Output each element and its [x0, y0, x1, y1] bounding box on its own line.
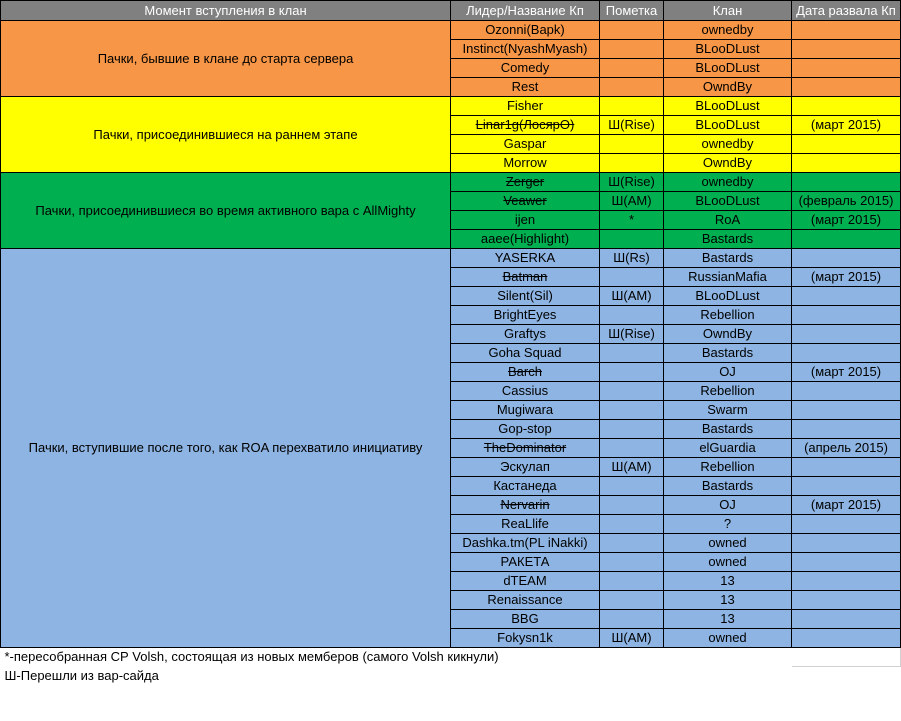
- clan-cell: Rebellion: [664, 458, 792, 477]
- header-join-moment: Момент вступления в клан: [1, 1, 451, 21]
- cp-cell: Instinct(NyashMyash): [451, 40, 600, 59]
- cp-cell: Goha Squad: [451, 344, 600, 363]
- header-cp-leader: Лидер/Название Кп: [451, 1, 600, 21]
- header-row: [1, 1, 901, 21]
- mark-cell: [600, 154, 664, 173]
- date-cell: [792, 249, 901, 268]
- mark-cell: [600, 515, 664, 534]
- date-cell: [792, 629, 901, 648]
- clan-cell: OwndBy: [664, 325, 792, 344]
- cp-cell: Cassius: [451, 382, 600, 401]
- date-cell: [792, 78, 901, 97]
- date-cell: (март 2015): [792, 268, 901, 287]
- footnote-row: [1, 648, 901, 667]
- mark-cell: [600, 40, 664, 59]
- cp-cell: Rest: [451, 78, 600, 97]
- mark-cell: [600, 382, 664, 401]
- clan-cell: BLooDLust: [664, 59, 792, 78]
- date-cell: [792, 610, 901, 629]
- date-cell: [792, 154, 901, 173]
- cp-cell: Эскулап: [451, 458, 600, 477]
- cp-cell: Gop-stop: [451, 420, 600, 439]
- table-body: [1, 21, 901, 648]
- mark-cell: [600, 230, 664, 249]
- cp-cell: Mugiwara: [451, 401, 600, 420]
- cp-cell: ijen: [451, 211, 600, 230]
- header-breakup-date: Дата развала Кп: [792, 1, 901, 21]
- footnote-asterisk: *-пересобранная СР Volsh, состоящая из новых мемберов (самого Volsh кикнули): [1, 648, 792, 667]
- mark-cell: [600, 59, 664, 78]
- cp-cell: Linar1g(ЛосярО): [451, 116, 600, 135]
- group-label: Пачки, вступившие после того, как ROA перехватило инициативу: [1, 249, 451, 648]
- mark-cell: [600, 344, 664, 363]
- mark-cell: [600, 477, 664, 496]
- clan-cell: Rebellion: [664, 382, 792, 401]
- cp-cell: BrightEyes: [451, 306, 600, 325]
- header-clan: Клан: [664, 1, 792, 21]
- cp-cell: Batman: [451, 268, 600, 287]
- clan-cell: RussianMafia: [664, 268, 792, 287]
- date-cell: [792, 287, 901, 306]
- date-cell: [792, 534, 901, 553]
- clan-cell: 13: [664, 610, 792, 629]
- date-cell: [792, 306, 901, 325]
- mark-cell: [600, 439, 664, 458]
- clan-cell: OwndBy: [664, 154, 792, 173]
- cp-cell: YASERKA: [451, 249, 600, 268]
- date-cell: [792, 173, 901, 192]
- cp-cell: Fokysn1k: [451, 629, 600, 648]
- clan-cell: Swarm: [664, 401, 792, 420]
- date-cell: [792, 420, 901, 439]
- group-label: Пачки, присоединившиеся на раннем этапе: [1, 97, 451, 173]
- cp-cell: Fisher: [451, 97, 600, 116]
- mark-cell: Ш(Rs): [600, 249, 664, 268]
- date-cell: [792, 325, 901, 344]
- date-cell: [792, 344, 901, 363]
- clan-cell: Bastards: [664, 249, 792, 268]
- cp-cell: Dashka.tm(PL iNakki): [451, 534, 600, 553]
- date-cell: [792, 40, 901, 59]
- cp-cell: Ozonni(Bapk): [451, 21, 600, 40]
- cp-cell: Silent(Sil): [451, 287, 600, 306]
- clan-cell: ownedby: [664, 135, 792, 154]
- empty-cell: [792, 648, 901, 667]
- clan-cell: 13: [664, 572, 792, 591]
- cp-cell: Zerger: [451, 173, 600, 192]
- clan-cell: OwndBy: [664, 78, 792, 97]
- date-cell: [792, 515, 901, 534]
- mark-cell: [600, 553, 664, 572]
- mark-cell: [600, 610, 664, 629]
- cp-cell: TheDominator: [451, 439, 600, 458]
- mark-cell: [600, 21, 664, 40]
- date-cell: [792, 572, 901, 591]
- clan-cell: ownedby: [664, 173, 792, 192]
- date-cell: (март 2015): [792, 363, 901, 382]
- cp-cell: dTEAM: [451, 572, 600, 591]
- group-label: Пачки, бывшие в клане до старта сервера: [1, 21, 451, 97]
- cp-cell: Gaspar: [451, 135, 600, 154]
- cp-cell: Renaissance: [451, 591, 600, 610]
- footnote-row: [1, 667, 901, 686]
- cp-cell: РАКЕТА: [451, 553, 600, 572]
- clan-cell: owned: [664, 629, 792, 648]
- date-cell: [792, 458, 901, 477]
- clan-cell: BLooDLust: [664, 116, 792, 135]
- mark-cell: [600, 534, 664, 553]
- mark-cell: [600, 306, 664, 325]
- date-cell: [792, 477, 901, 496]
- clan-cell: owned: [664, 553, 792, 572]
- mark-cell: [600, 97, 664, 116]
- date-cell: [792, 230, 901, 249]
- mark-cell: Ш(АМ): [600, 629, 664, 648]
- date-cell: (март 2015): [792, 211, 901, 230]
- mark-cell: [600, 401, 664, 420]
- cp-cell: BBG: [451, 610, 600, 629]
- group-label: Пачки, присоединившиеся во время активного вара с AllMighty: [1, 173, 451, 249]
- mark-cell: [600, 78, 664, 97]
- cp-cell: Кастанеда: [451, 477, 600, 496]
- cp-cell: Graftys: [451, 325, 600, 344]
- date-cell: [792, 553, 901, 572]
- date-cell: [792, 21, 901, 40]
- date-cell: [792, 59, 901, 78]
- table-row: [1, 21, 901, 40]
- date-cell: [792, 382, 901, 401]
- clan-cell: BLooDLust: [664, 40, 792, 59]
- mark-cell: [600, 496, 664, 515]
- table-row: [1, 249, 901, 268]
- mark-cell: [600, 135, 664, 154]
- clan-cell: BLooDLust: [664, 287, 792, 306]
- clan-cell: 13: [664, 591, 792, 610]
- clan-cell: Bastards: [664, 477, 792, 496]
- mark-cell: *: [600, 211, 664, 230]
- date-cell: [792, 591, 901, 610]
- cp-cell: aaee(Highlight): [451, 230, 600, 249]
- table-row: [1, 97, 901, 116]
- clan-cell: elGuardia: [664, 439, 792, 458]
- mark-cell: Ш(АМ): [600, 458, 664, 477]
- mark-cell: [600, 268, 664, 287]
- date-cell: [792, 135, 901, 154]
- cp-cell: Veawer: [451, 192, 600, 211]
- cp-cell: Morrow: [451, 154, 600, 173]
- cp-cell: Barch: [451, 363, 600, 382]
- clan-cell: Bastards: [664, 420, 792, 439]
- clan-cell: RoA: [664, 211, 792, 230]
- mark-cell: Ш(АМ): [600, 287, 664, 306]
- date-cell: [792, 97, 901, 116]
- mark-cell: Ш(Rise): [600, 173, 664, 192]
- date-cell: (апрель 2015): [792, 439, 901, 458]
- clan-cell: BLooDLust: [664, 97, 792, 116]
- cp-cell: ReaLlife: [451, 515, 600, 534]
- mark-cell: [600, 572, 664, 591]
- clan-cell: OJ: [664, 496, 792, 515]
- mark-cell: Ш(Rise): [600, 325, 664, 344]
- date-cell: (март 2015): [792, 496, 901, 515]
- date-cell: (февраль 2015): [792, 192, 901, 211]
- mark-cell: Ш(Rise): [600, 116, 664, 135]
- table-row: [1, 173, 901, 192]
- clan-cell: ?: [664, 515, 792, 534]
- mark-cell: [600, 420, 664, 439]
- clan-cell: owned: [664, 534, 792, 553]
- mark-cell: [600, 363, 664, 382]
- mark-cell: [600, 591, 664, 610]
- footnote-sh: Ш-Перешли из вар-сайда: [1, 667, 901, 686]
- mark-cell: Ш(АМ): [600, 192, 664, 211]
- clan-cell: OJ: [664, 363, 792, 382]
- clan-cell: Rebellion: [664, 306, 792, 325]
- header-mark: Пометка: [600, 1, 664, 21]
- cp-cell: Nervarin: [451, 496, 600, 515]
- clan-cell: Bastards: [664, 344, 792, 363]
- clan-cell: ownedby: [664, 21, 792, 40]
- date-cell: (март 2015): [792, 116, 901, 135]
- clan-cell: Bastards: [664, 230, 792, 249]
- clan-cell: BLooDLust: [664, 192, 792, 211]
- cp-cell: Comedy: [451, 59, 600, 78]
- date-cell: [792, 401, 901, 420]
